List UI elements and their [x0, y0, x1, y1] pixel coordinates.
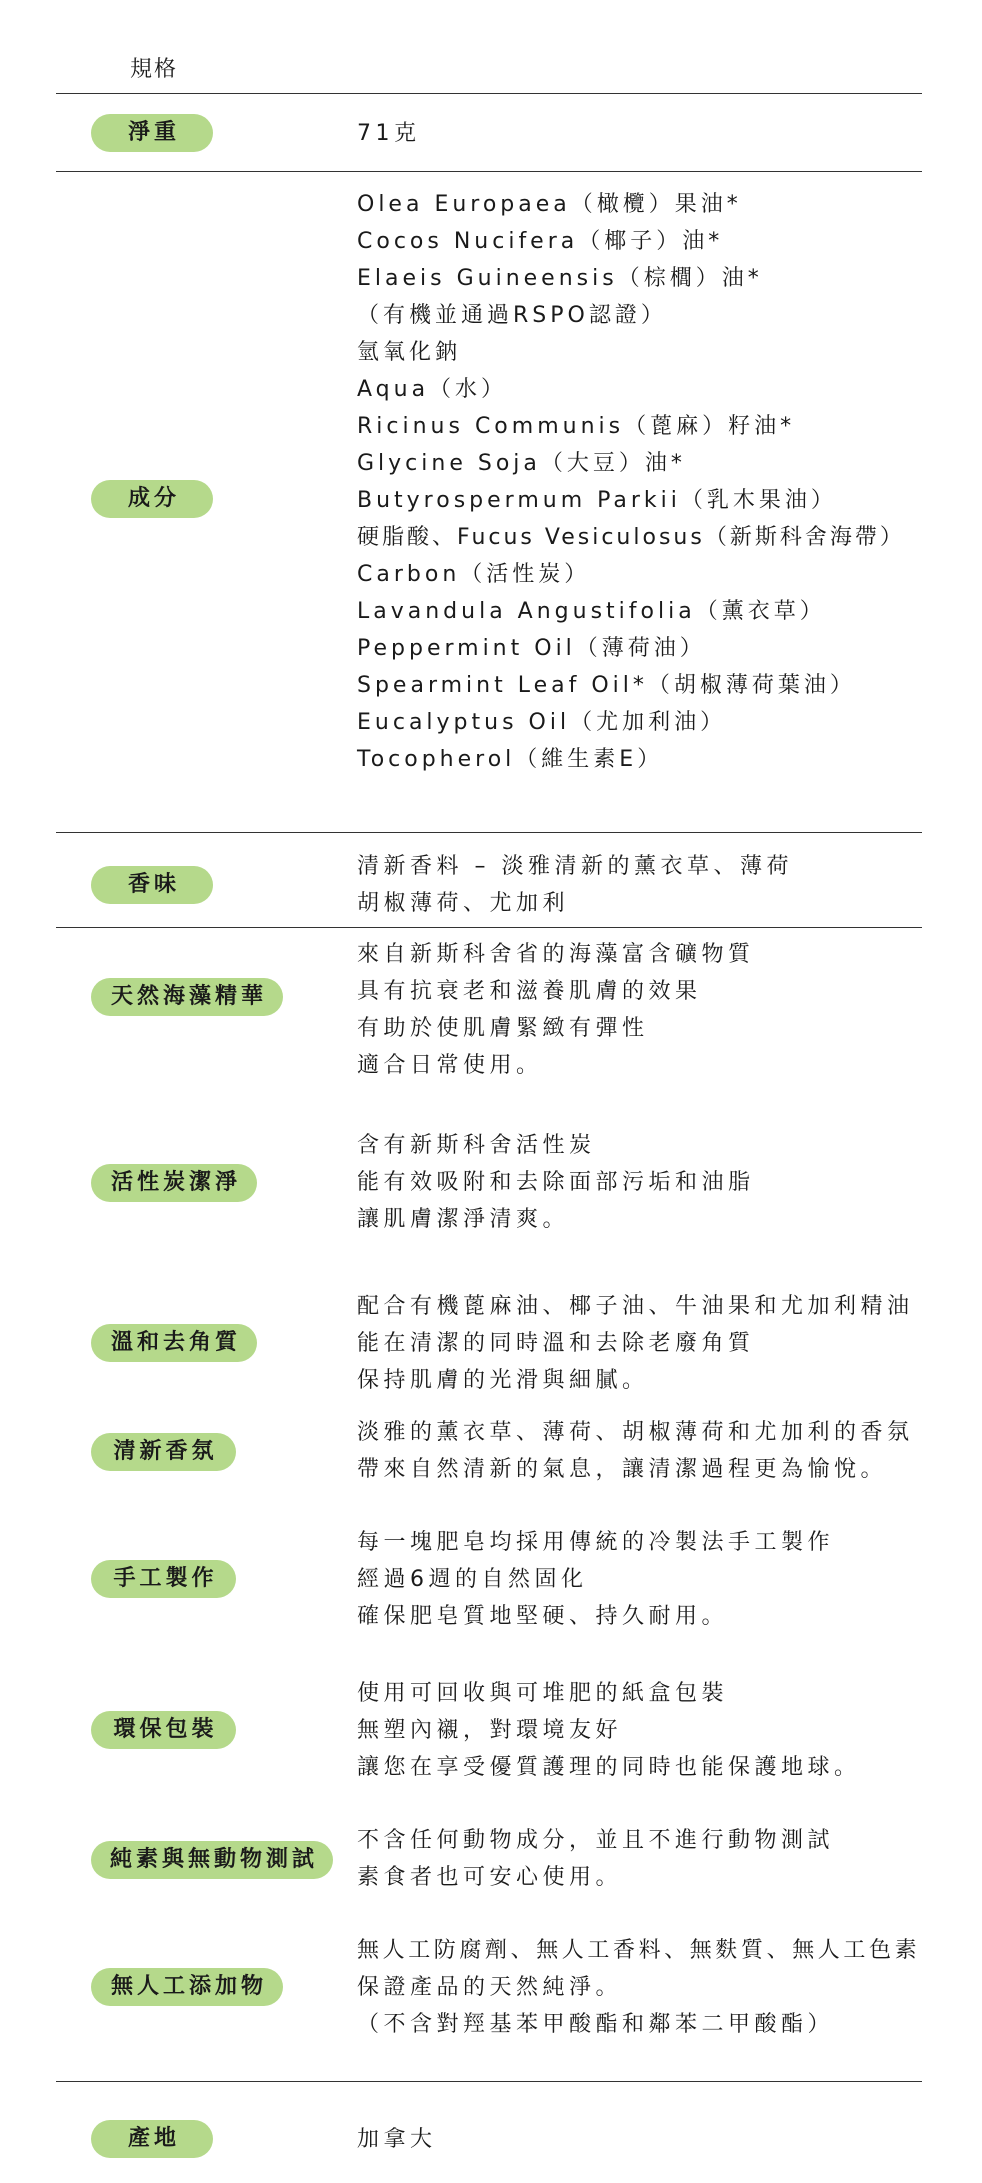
feature-text-exfoliation: 配合有機蓖麻油、椰子油、牛油果和尤加利精油 能在清潔的同時溫和去除老廢角質 保持肌膚的光滑與細膩。 — [357, 1294, 914, 1393]
ingredient-line: Tocopherol（維生素E） — [357, 747, 664, 772]
feature-badge-charcoal: 活性炭潔淨 — [91, 1164, 257, 1202]
origin-value: 加拿大 — [357, 2127, 437, 2152]
feature-text-vegan: 不含任何動物成分，並且不進行動物測試 素食者也可安心使用。 — [357, 1828, 835, 1890]
divider — [56, 927, 922, 928]
feature-text-packaging: 使用可回收與可堆肥的紙盒包裝 無塑內襯，對環境友好 讓您在享受優質護理的同時也能保護地球。 — [357, 1681, 861, 1780]
weight-value: 71克 — [357, 121, 421, 146]
feature-text-seaweed: 來自新斯科舍省的海藻富含礦物質 具有抗衰老和滋養肌膚的效果 有助於使肌膚緊緻有彈性 適合日常使用。 — [357, 942, 755, 1078]
ingredients-badge: 成分 — [91, 480, 213, 518]
ingredient-line: （有機並通過RSPO認證） — [357, 303, 667, 328]
feature-badge-vegan: 純素與無動物測試 — [91, 1841, 333, 1879]
ingredient-line: Glycine Soja（大豆）油* — [357, 451, 686, 476]
divider — [56, 2081, 922, 2082]
ingredient-line: Cocos Nucifera（椰子）油* — [357, 229, 724, 254]
feature-text-no-additives: 無人工防腐劑、無人工香料、無麩質、無人工色素 保證產品的天然純淨。 （不含對羥基苯甲酸酯和鄰苯二甲酸酯） — [357, 1938, 921, 2037]
origin-badge: 產地 — [91, 2120, 213, 2158]
ingredient-line: Aqua（水） — [357, 377, 508, 402]
scent-description: 清新香料 – 淡雅清新的薰衣草、薄荷 胡椒薄荷、尤加利 — [357, 854, 793, 916]
feature-text-handmade: 每一塊肥皂均採用傳統的冷製法手工製作 經過6週的自然固化 確保肥皂質地堅硬、持久耐用。 — [357, 1530, 835, 1629]
feature-text-charcoal: 含有新斯科舍活性炭 能有效吸附和去除面部污垢和油脂 讓肌膚潔淨清爽。 — [357, 1133, 755, 1232]
feature-text-fragrance: 淡雅的薰衣草、薄荷、胡椒薄荷和尤加利的香氛 帶來自然清新的氣息，讓清潔過程更為愉悅。 — [357, 1420, 914, 1482]
ingredient-line: Ricinus Communis（蓖麻）籽油* — [357, 414, 796, 439]
ingredient-line: Eucalyptus Oil（尤加利油） — [357, 710, 727, 735]
spec-title: 規格 — [130, 57, 179, 82]
ingredient-line: Olea Europaea（橄欖）果油* — [357, 192, 742, 217]
divider — [56, 171, 922, 172]
scent-badge: 香味 — [91, 866, 213, 904]
ingredient-line: Peppermint Oil（薄荷油） — [357, 636, 706, 661]
divider — [56, 93, 922, 94]
feature-badge-exfoliation: 溫和去角質 — [91, 1324, 257, 1362]
ingredient-line: 氫氧化鈉 — [357, 340, 462, 365]
feature-badge-seaweed: 天然海藻精華 — [91, 978, 283, 1016]
feature-badge-packaging: 環保包裝 — [91, 1711, 236, 1749]
ingredient-line: Spearmint Leaf Oil*（胡椒薄荷葉油） — [357, 673, 856, 698]
weight-badge: 淨重 — [91, 114, 213, 152]
ingredient-line: Butyrospermum Parkii（乳木果油） — [357, 488, 837, 513]
ingredient-line: Carbon（活性炭） — [357, 562, 591, 587]
feature-badge-no-additives: 無人工添加物 — [91, 1968, 283, 2006]
feature-badge-fragrance: 清新香氛 — [91, 1433, 236, 1471]
ingredient-line: Lavandula Angustifolia（薰衣草） — [357, 599, 826, 624]
feature-badge-handmade: 手工製作 — [91, 1560, 236, 1598]
ingredient-line: Elaeis Guineensis（棕櫚）油* — [357, 266, 763, 291]
divider — [56, 832, 922, 833]
ingredients-list — [357, 186, 905, 778]
ingredient-line: 硬脂酸、Fucus Vesiculosus（新斯科舍海帶） — [357, 525, 905, 550]
